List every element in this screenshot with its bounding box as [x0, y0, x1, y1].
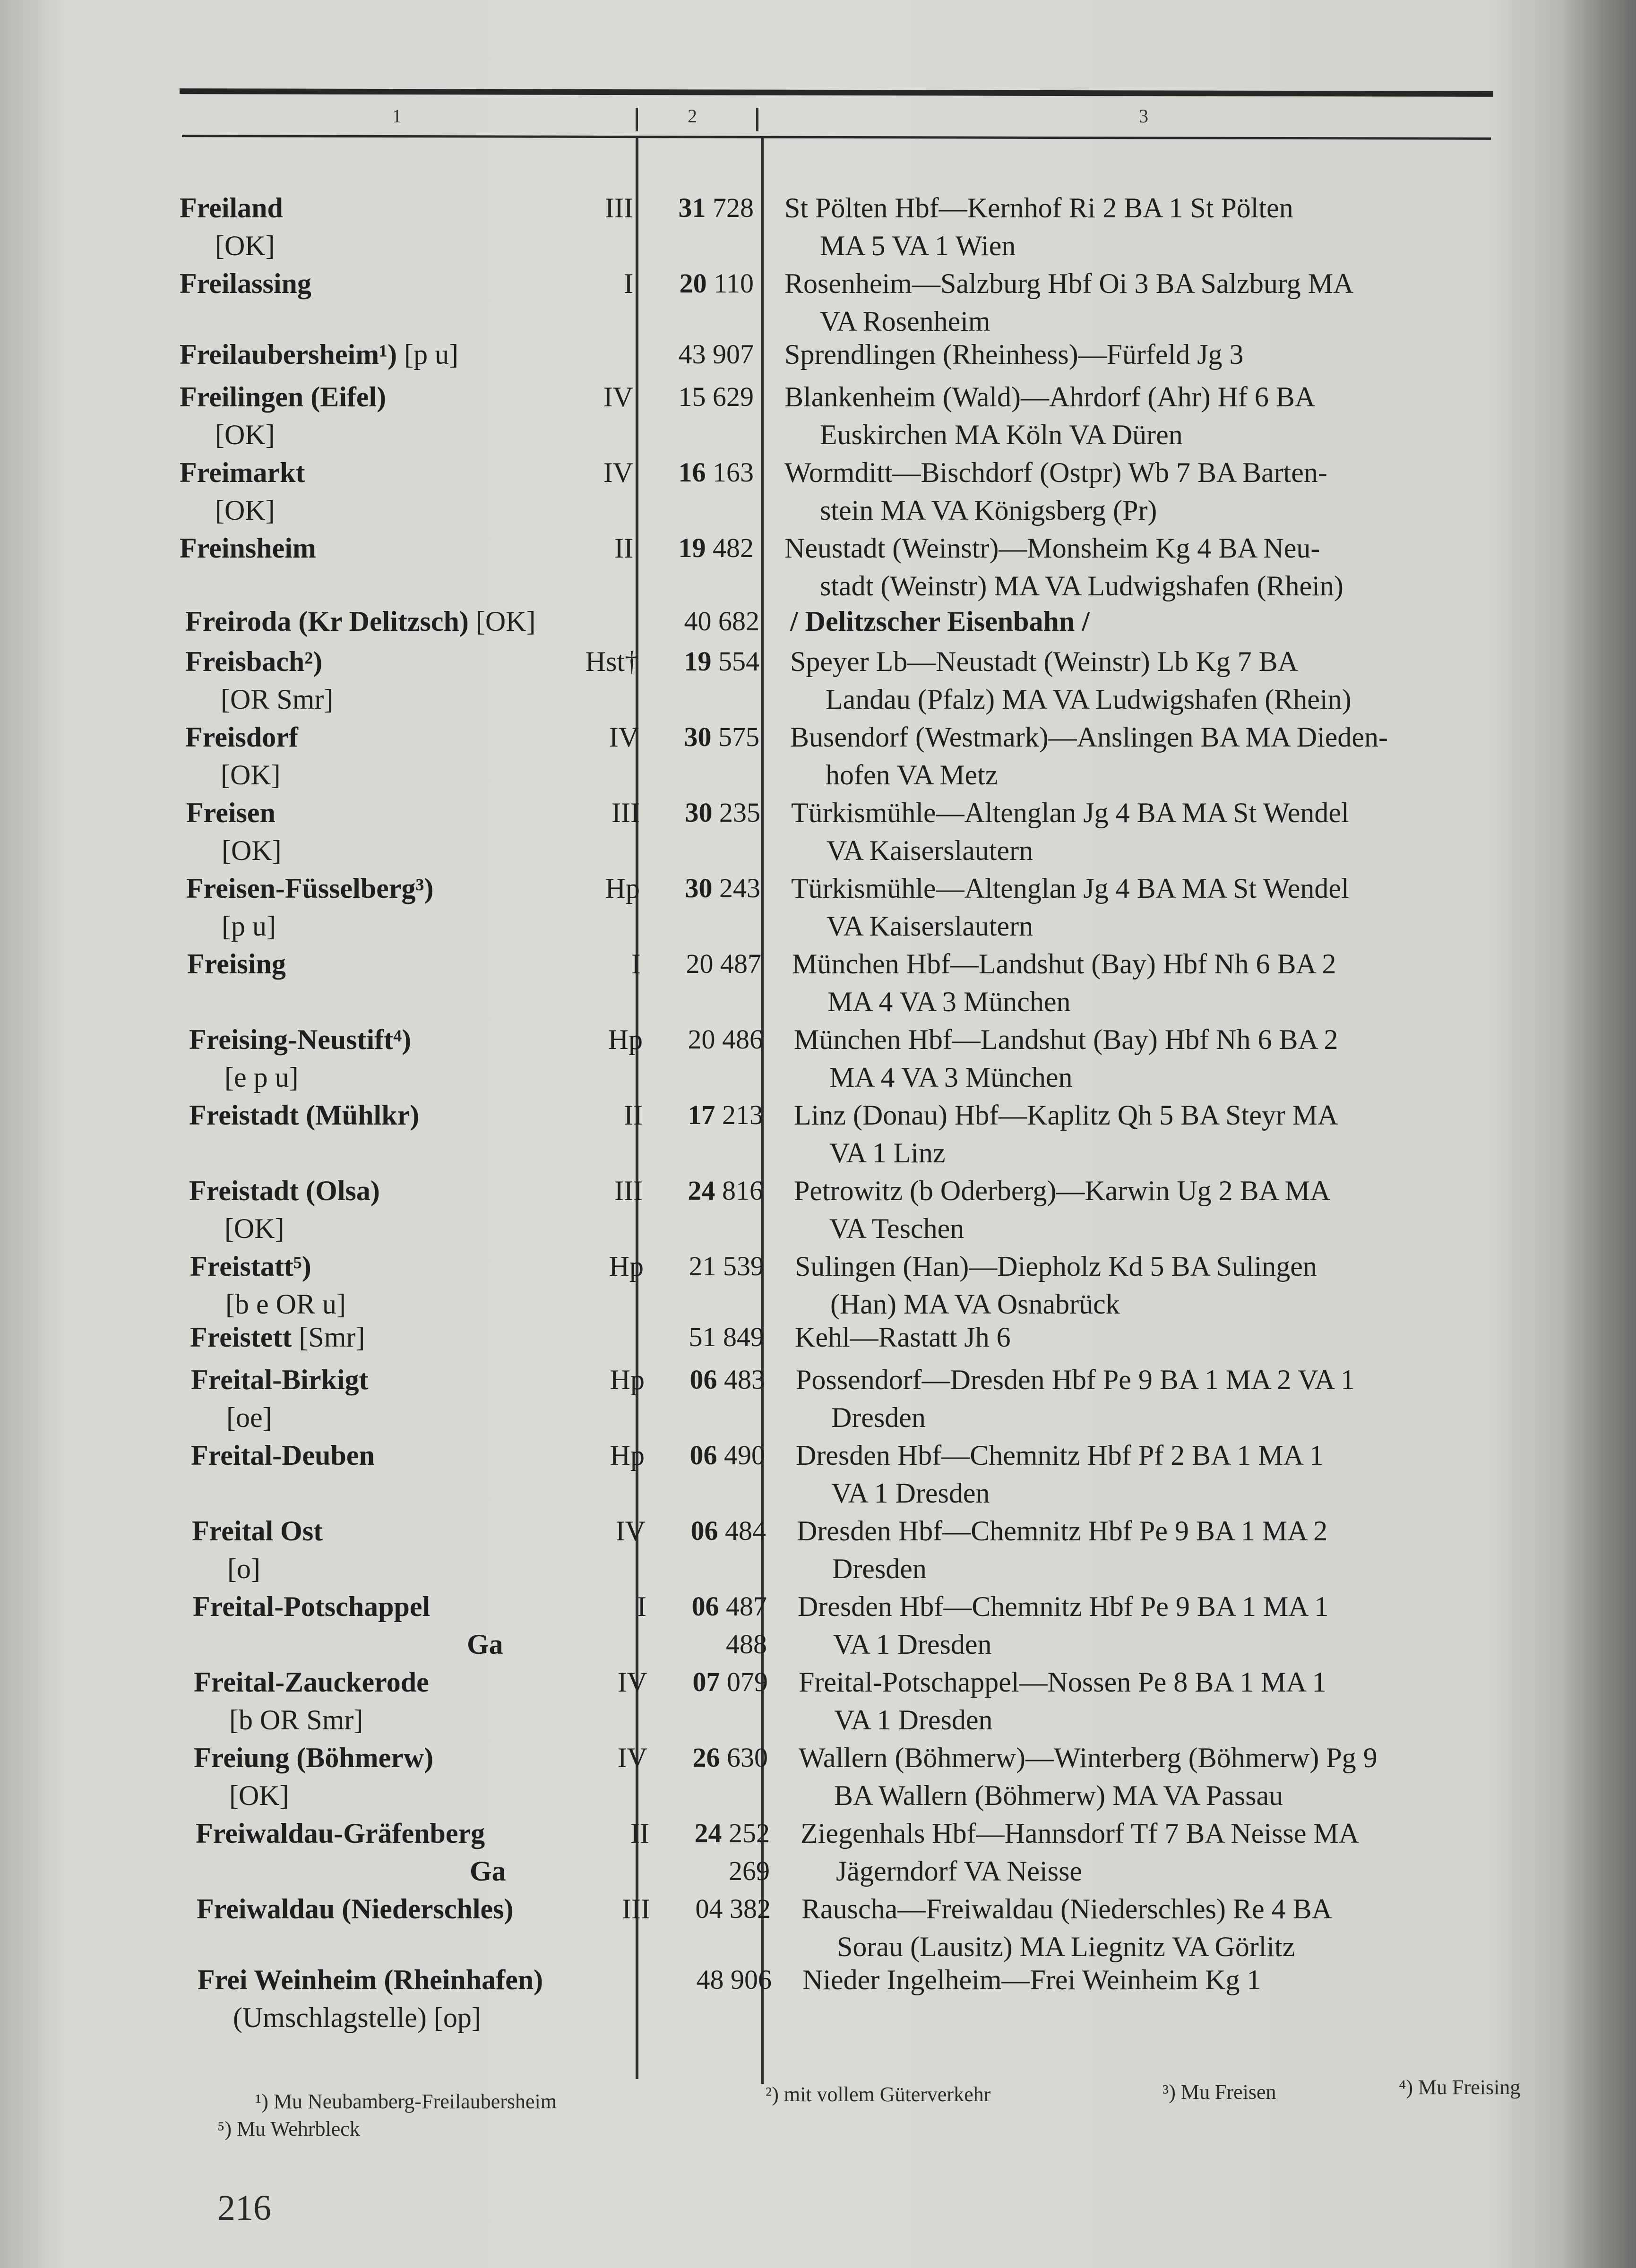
route-description-continued: MA 5 VA 1 Wien — [820, 230, 1016, 261]
station-number — [640, 378, 754, 416]
station-subline: Ga — [467, 1629, 503, 1660]
route-description: Speyer Lb—Neustadt (Weinstr) Lb Kg 7 BA — [790, 646, 1298, 677]
station-number-rest: 482 — [706, 533, 754, 563]
station-name-text: Freisen — [186, 797, 276, 828]
station-name-text: Freilingen (Eifel) — [180, 381, 387, 412]
station-number — [652, 1436, 765, 1474]
station-class: I — [624, 268, 633, 299]
footnote-1: ¹) Mu Neubamberg-Freilaubersheim — [255, 2090, 557, 2113]
station-name — [190, 1318, 644, 1356]
route-description: Linz (Donau) Hbf—Kaplitz Qh 5 BA Steyr MA — [794, 1100, 1338, 1131]
station-name-text: Frei Weinheim (Rheinhafen) — [198, 1964, 543, 1995]
column-3-header: 3 — [1139, 105, 1148, 127]
column-1-header: 1 — [392, 105, 402, 127]
route-description-continued: Sorau (Lausitz) MA Liegnitz VA Görlitz — [837, 1931, 1295, 1962]
station-number — [650, 1172, 763, 1210]
station-number-bold: 06 — [689, 1440, 717, 1470]
station-number-bold: 24 — [688, 1175, 715, 1206]
station-number-rest: 728 — [706, 192, 754, 223]
station-name-text: Freising — [187, 948, 286, 979]
route-description: Türkismühle—Altenglan Jg 4 BA MA St Wendel — [791, 797, 1349, 828]
station-name-text: Freilaubersheim¹) — [180, 339, 397, 370]
route-description: Possendorf—Dresden Hbf Pe 9 BA 1 MA 2 VA 1 — [796, 1364, 1355, 1395]
station-number — [654, 1739, 768, 1777]
station-class: III — [605, 192, 633, 223]
station-number-rest: 816 — [715, 1175, 763, 1206]
station-number — [653, 1512, 766, 1550]
route-description: Ziegenhals Hbf—Hannsdorf Tf 7 BA Neisse MA — [801, 1818, 1360, 1849]
station-class: Hp — [605, 873, 640, 904]
route-description: Dresden Hbf—Chemnitz Hbf Pe 9 BA 1 MA 2 — [797, 1515, 1328, 1546]
station-name-text: Freistatt⁵) — [190, 1251, 311, 1282]
station-number-bold: 16 — [678, 457, 706, 488]
station-number-bold: 06 — [690, 1515, 718, 1546]
station-subline: [OK] — [224, 1213, 284, 1244]
station-subline: [p u] — [222, 911, 276, 942]
station-number — [654, 1663, 768, 1701]
route-description: / Delitzscher Eisenbahn / — [790, 606, 1090, 637]
station-class: IV — [609, 722, 639, 753]
station-subline: [OK] — [215, 230, 275, 261]
route-description: Sulingen (Han)—Diepholz Kd 5 BA Sulingen — [795, 1251, 1317, 1282]
route-description-continued: VA 1 Dresden — [831, 1478, 990, 1509]
station-subline: [OR Smr] — [221, 684, 334, 715]
station-name — [180, 335, 633, 373]
station-name — [198, 1961, 651, 1999]
station-number-rest: 235 — [712, 797, 760, 828]
station-number-rest: 630 — [720, 1742, 768, 1773]
route-description-continued: VA Kaiserslautern — [827, 911, 1033, 942]
station-name-text: Freising-Neustift⁴) — [189, 1024, 412, 1055]
station-number — [650, 1096, 763, 1134]
station-name-text: Freistett — [190, 1322, 292, 1353]
station-number — [652, 1361, 765, 1399]
route-description-continued: stein MA VA Königsberg (Pr) — [820, 495, 1157, 526]
route-description-continued: MA 4 VA 3 München — [829, 1062, 1073, 1093]
station-number-bold: 30 — [685, 873, 713, 903]
station-subline: [b e OR u] — [225, 1289, 346, 1320]
route-description: Kehl—Rastatt Jh 6 — [795, 1322, 1011, 1353]
route-description: Busendorf (Westmark)—Anslingen BA MA Dieden- — [790, 722, 1388, 753]
station-subline: [OK] — [215, 419, 275, 450]
station-class: IV — [603, 457, 633, 488]
route-description: Dresden Hbf—Chemnitz Hbf Pe 9 BA 1 MA 1 — [798, 1591, 1329, 1622]
station-number-rest: 51 849 — [689, 1322, 764, 1352]
station-number-rest: 20 486 — [688, 1024, 763, 1055]
station-name-text: Freisen-Füsselberg³) — [186, 873, 434, 904]
station-subline: (Umschlagstelle) [op] — [233, 2002, 481, 2033]
station-class: IV — [603, 381, 633, 412]
route-description-continued: VA 1 Dresden — [834, 1704, 993, 1735]
route-description-continued: VA Teschen — [829, 1213, 964, 1244]
route-description: München Hbf—Landshut (Bay) Hbf Nh 6 BA 2 — [794, 1024, 1338, 1055]
route-description: Petrowitz (b Oderberg)—Karwin Ug 2 BA MA — [794, 1175, 1331, 1206]
route-description: Neustadt (Weinstr)—Monsheim Kg 4 BA Neu- — [784, 533, 1320, 564]
station-name-text: Freital-Potschappel — [193, 1591, 431, 1622]
station-subline: [b OR Smr] — [229, 1704, 363, 1735]
station-number — [640, 265, 754, 302]
route-description: Türkismühle—Altenglan Jg 4 BA MA St Wendel — [791, 873, 1349, 904]
station-subline: [OK] — [221, 759, 281, 790]
station-number-bold: 31 — [678, 192, 706, 223]
station-number-rest: 43 907 — [678, 339, 754, 369]
station-name-text: Freisbach²) — [185, 646, 323, 677]
route-description-continued: Landau (Pfalz) MA VA Ludwigshafen (Rhein) — [826, 684, 1352, 715]
route-description-continued: Dresden — [831, 1402, 926, 1433]
station-number-rest: 484 — [718, 1515, 766, 1546]
station-number-rest: 575 — [711, 722, 759, 752]
station-number-rest: 48 906 — [696, 1964, 772, 1995]
footnote-3: ³) Mu Freisen — [1162, 2080, 1276, 2104]
station-class: I — [631, 948, 641, 979]
station-subline: [e p u] — [224, 1062, 299, 1093]
station-class: II — [614, 533, 633, 564]
station-number — [650, 1021, 763, 1058]
station-number-rest: 110 — [706, 268, 754, 299]
station-name-text: Freistadt (Olsa) — [189, 1175, 380, 1206]
station-name-text: Freiroda (Kr Delitzsch) — [185, 606, 469, 637]
footnote-5: ⁵) Mu Wehrbleck — [217, 2117, 360, 2140]
station-number-rest: 213 — [715, 1100, 763, 1130]
station-number-rest: 20 487 — [686, 948, 761, 979]
station-name-text: Freiung (Böhmerw) — [194, 1742, 434, 1773]
station-number — [640, 189, 754, 227]
route-description: Dresden Hbf—Chemnitz Hbf Pf 2 BA 1 MA 1 — [796, 1440, 1324, 1471]
station-name-note: [p u] — [397, 339, 459, 370]
route-description: Rosenheim—Salzburg Hbf Oi 3 BA Salzburg MA — [784, 268, 1354, 299]
footnote-2: ²) mit vollem Güterverkehr — [766, 2083, 991, 2106]
station-class: II — [630, 1818, 649, 1849]
station-number-extra: 269 — [729, 1856, 770, 1886]
station-class: III — [622, 1893, 650, 1924]
station-class: IV — [615, 1515, 646, 1546]
station-name-text: Freistadt (Mühlkr) — [189, 1100, 420, 1131]
station-name-text: Freital-Zauckerode — [194, 1667, 429, 1698]
station-number-bold: 17 — [688, 1100, 715, 1130]
station-subline: [o] — [227, 1553, 260, 1584]
station-number-bold: 06 — [691, 1591, 719, 1622]
station-number — [654, 1588, 767, 1625]
station-name-text: Freital-Deuben — [191, 1440, 375, 1471]
route-description-continued: hofen VA Metz — [826, 759, 998, 790]
station-number-rest: 554 — [711, 646, 759, 677]
station-number — [646, 602, 759, 640]
station-number-bold: 06 — [689, 1364, 717, 1395]
station-number-rest: 243 — [712, 873, 760, 903]
page-number: 216 — [217, 2188, 271, 2228]
route-description-continued: Euskirchen MA Köln VA Düren — [820, 419, 1183, 450]
route-description: Nieder Ingelheim—Frei Weinheim Kg 1 — [802, 1964, 1261, 1995]
station-number — [647, 794, 760, 832]
station-name-note: [Smr] — [292, 1322, 365, 1353]
header-rule-thick — [180, 88, 1493, 97]
station-number-bold: 19 — [684, 646, 712, 677]
station-name-text: Freinsheim — [180, 533, 316, 564]
station-number-bold: 20 — [679, 268, 707, 299]
station-name-text: Freilassing — [180, 268, 311, 299]
station-number — [648, 945, 761, 983]
station-number-rest: 40 682 — [684, 606, 759, 636]
station-class: II — [624, 1100, 643, 1131]
station-class: Hp — [609, 1251, 644, 1282]
station-number-bold: 30 — [685, 797, 713, 828]
station-number — [646, 643, 759, 680]
route-description-continued: stadt (Weinstr) MA VA Ludwigshafen (Rhein) — [820, 570, 1343, 601]
station-class: III — [611, 797, 640, 828]
route-description: Wallern (Böhmerw)—Winterberg (Böhmerw) Pg 9 — [799, 1742, 1378, 1773]
station-class: IV — [617, 1742, 647, 1773]
station-number — [646, 718, 759, 756]
station-number-rest: 079 — [720, 1667, 768, 1697]
route-description-continued: VA Rosenheim — [820, 306, 990, 337]
station-class: Hst† — [585, 646, 639, 677]
station-number-rest: 487 — [719, 1591, 767, 1622]
station-number-rest: 15 629 — [678, 381, 754, 412]
station-number — [651, 1247, 764, 1285]
station-name-text: Freiwaldau-Gräfenberg — [196, 1818, 485, 1849]
station-number-bold: 30 — [684, 722, 712, 752]
station-name-note: [OK] — [468, 606, 536, 637]
station-class: III — [614, 1175, 643, 1206]
route-description-continued: BA Wallern (Böhmerw) MA VA Passau — [834, 1780, 1283, 1811]
route-description: Freital-Potschappel—Nossen Pe 8 BA 1 MA 1 — [799, 1667, 1326, 1698]
station-number — [640, 529, 754, 567]
station-name-text: Freital Ost — [192, 1515, 323, 1546]
station-number-bold: 19 — [678, 533, 706, 563]
route-description-continued: VA 1 Dresden — [833, 1629, 992, 1660]
route-description: Wormditt—Bischdorf (Ostpr) Wb 7 BA Barten- — [784, 457, 1327, 488]
station-number-rest: 04 382 — [695, 1893, 771, 1924]
station-subline: [OK] — [222, 835, 282, 866]
station-number-rest: 252 — [722, 1818, 770, 1848]
station-number-bold: 24 — [694, 1818, 722, 1848]
station-number — [647, 869, 760, 907]
column-separator — [636, 108, 638, 131]
station-number — [640, 335, 754, 373]
route-description-continued: MA 4 VA 3 München — [827, 986, 1071, 1017]
column-separator — [756, 108, 758, 131]
route-description: Sprendlingen (Rheinhess)—Fürfeld Jg 3 — [784, 339, 1244, 370]
station-name-text: Freital-Birkigt — [191, 1364, 369, 1395]
route-description-continued: Jägerndorf VA Neisse — [836, 1856, 1083, 1887]
station-subline: Ga — [470, 1856, 506, 1887]
station-class: Hp — [610, 1440, 645, 1471]
station-name-text: Freisdorf — [185, 722, 298, 753]
route-description-continued: Dresden — [832, 1553, 927, 1584]
header-rule-thin — [182, 135, 1491, 140]
station-class: I — [637, 1591, 646, 1622]
station-name — [185, 602, 639, 640]
column-2-header: 2 — [688, 105, 697, 127]
station-number — [658, 1961, 772, 1999]
station-number — [640, 454, 754, 491]
station-name-text: Freimarkt — [180, 457, 305, 488]
route-description-continued: VA Kaiserslautern — [827, 835, 1033, 866]
footnote-4: ⁴) Mu Freising — [1399, 2076, 1521, 2099]
route-description: München Hbf—Landshut (Bay) Hbf Nh 6 BA 2 — [792, 948, 1336, 979]
route-description: Rauscha—Freiwaldau (Niederschles) Re 4 BA — [801, 1893, 1333, 1924]
station-number-extra: 488 — [726, 1629, 767, 1659]
route-description: St Pölten Hbf—Kernhof Ri 2 BA 1 St Pölten — [784, 192, 1293, 223]
station-class: IV — [617, 1667, 647, 1698]
station-class: Hp — [610, 1364, 645, 1395]
station-number-rest: 490 — [717, 1440, 765, 1470]
station-number-rest: 483 — [717, 1364, 765, 1395]
route-description-continued: (Han) MA VA Osnabrück — [830, 1289, 1120, 1320]
station-number-bold: 07 — [692, 1667, 720, 1697]
station-subline: [oe] — [226, 1402, 272, 1433]
station-name-text: Freiland — [180, 192, 283, 223]
station-subline: [OK] — [229, 1780, 289, 1811]
station-number-rest: 21 539 — [689, 1251, 764, 1281]
route-description: Blankenheim (Wald)—Ahrdorf (Ahr) Hf 6 BA — [784, 381, 1316, 412]
station-number — [656, 1814, 770, 1852]
station-number-rest: 163 — [706, 457, 754, 488]
station-number — [651, 1318, 764, 1356]
route-description-continued: VA 1 Linz — [829, 1137, 946, 1168]
station-subline: [OK] — [215, 495, 275, 526]
station-number — [657, 1890, 771, 1928]
station-number-bold: 26 — [692, 1742, 720, 1773]
station-class: Hp — [608, 1024, 643, 1055]
station-name-text: Freiwaldau (Niederschles) — [197, 1893, 514, 1924]
